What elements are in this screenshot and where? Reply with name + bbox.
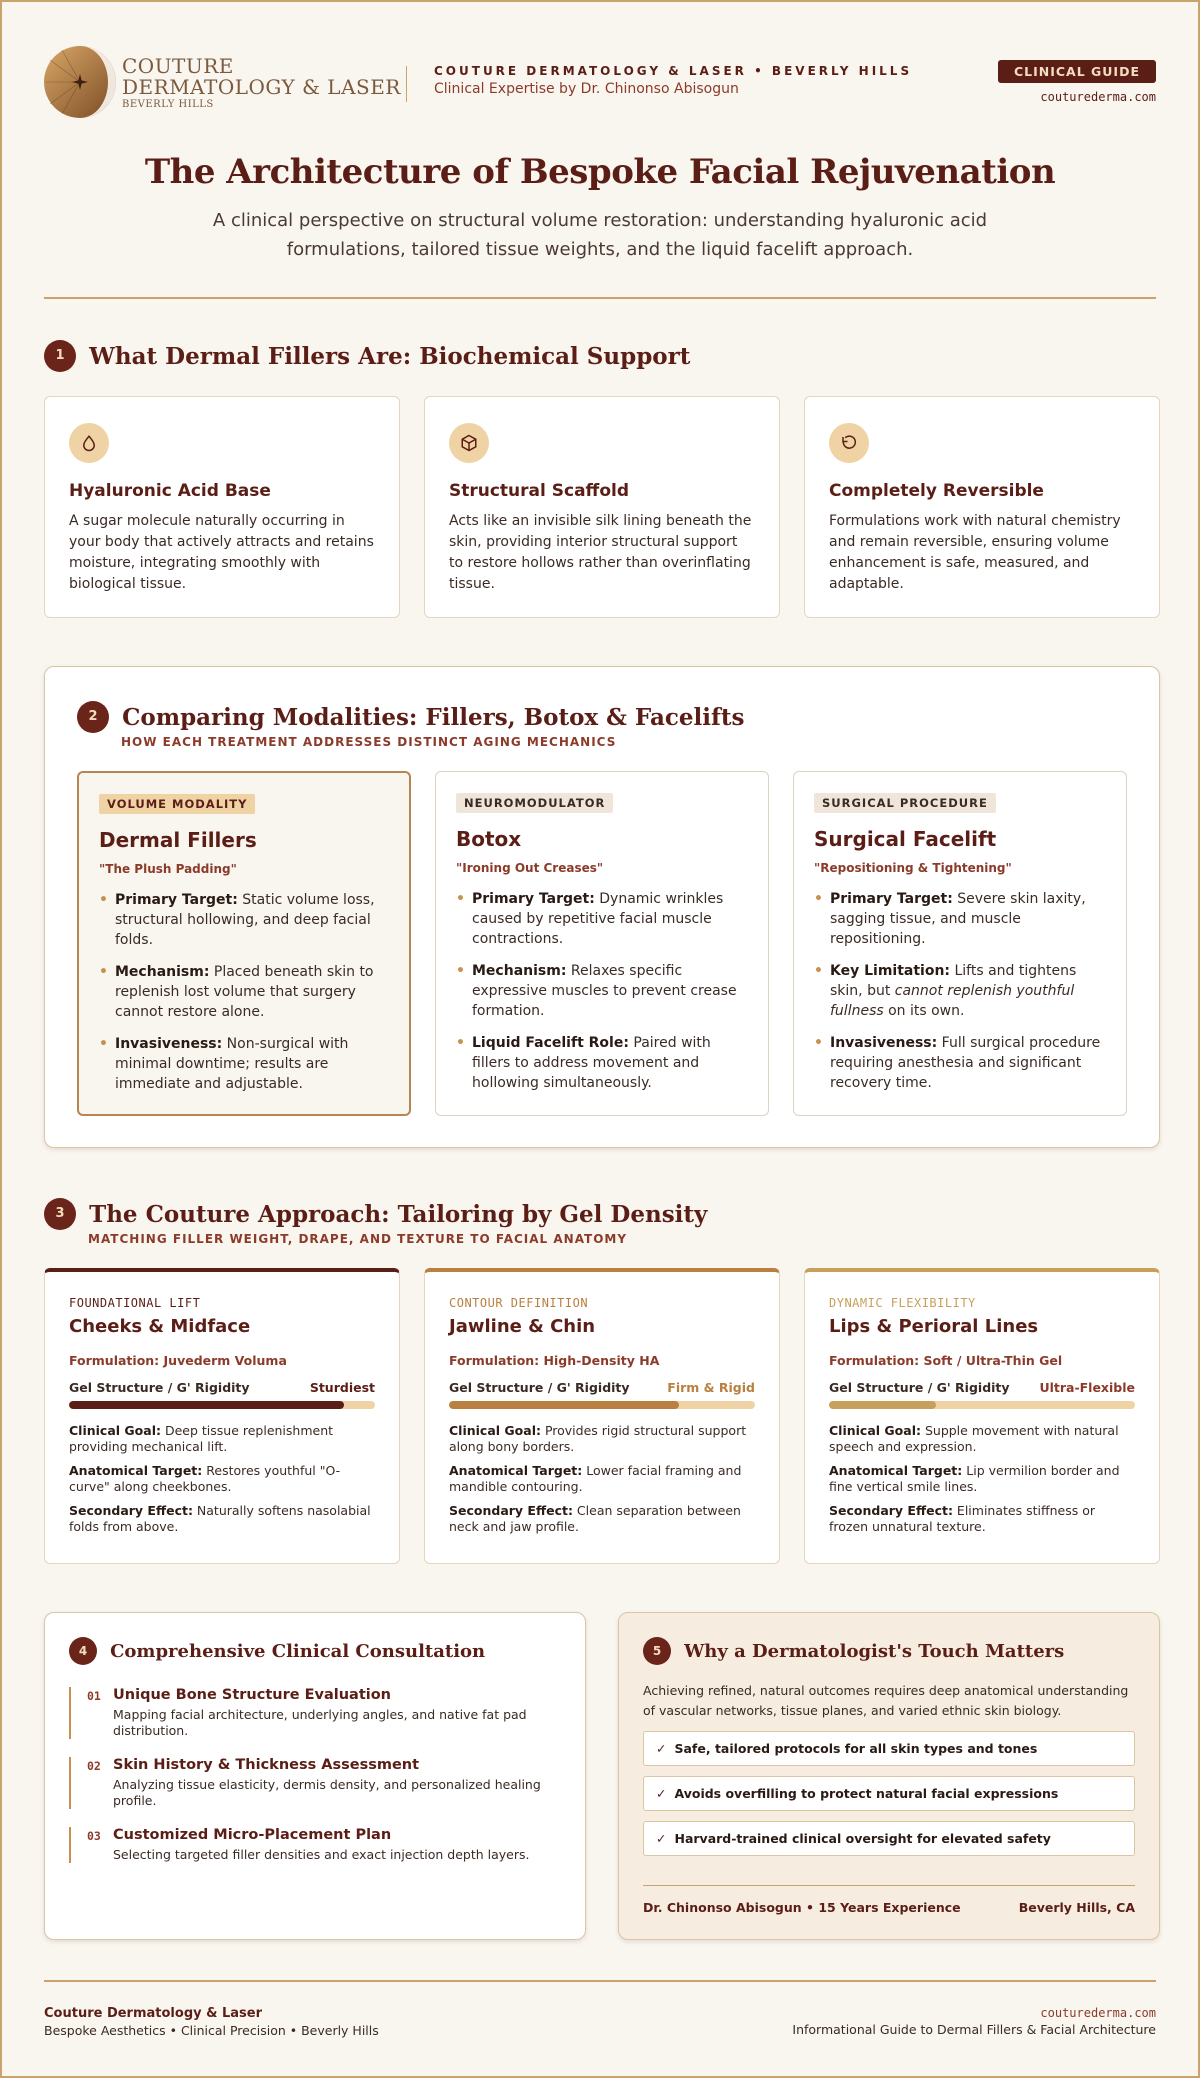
benefit-item: ✓ Avoids overfilling to protect natural facial expressions bbox=[643, 1776, 1135, 1811]
footer-right bbox=[792, 2006, 1156, 2037]
logo-line-1: COUTURE bbox=[122, 54, 234, 78]
rigidity-bar-fill bbox=[69, 1401, 344, 1409]
list-item: • Mechanism: Placed beneath skin to replenish lost volume that surgery cannot restore alone. bbox=[99, 962, 389, 1022]
modalities-panel bbox=[44, 666, 1160, 1148]
filler-card-scaffold bbox=[424, 396, 780, 618]
modality-quote: "The Plush Padding" bbox=[99, 862, 237, 876]
modality-card-fillers bbox=[77, 771, 411, 1116]
step-title: Customized Micro-Placement Plan bbox=[113, 1827, 392, 1843]
section-5-title: Why a Dermatologist's Touch Matters bbox=[684, 1640, 1065, 1662]
undo-icon bbox=[829, 423, 869, 463]
dermatologist-panel bbox=[618, 1612, 1160, 1940]
modality-card-botox bbox=[435, 771, 769, 1116]
list-item: • Primary Target: Static volume loss, structural hollowing, and deep facial folds. bbox=[99, 890, 389, 950]
density-name: Cheeks & Midface bbox=[69, 1316, 251, 1337]
secondary-effect: Secondary Effect: Eliminates stiffness or frozen unnatural texture. bbox=[829, 1503, 1095, 1534]
section-4-title: Comprehensive Clinical Consultation bbox=[110, 1640, 486, 1662]
card-text: Acts like an invisible silk lining beneath the skin, providing interior structural support to restore hollows rather than overinflating tissue. bbox=[449, 513, 752, 592]
rigidity-label: Gel Structure / G' Rigidity bbox=[449, 1380, 630, 1395]
step-number: 03 bbox=[87, 1829, 101, 1843]
section-4-head bbox=[69, 1637, 561, 1665]
section-1-head bbox=[44, 340, 690, 372]
rigidity-bar bbox=[829, 1401, 1135, 1409]
clinical-goal: Clinical Goal: Supple movement with natural speech and expression. bbox=[829, 1423, 1119, 1454]
section-3-title: The Couture Approach: Tailoring by Gel Density bbox=[89, 1200, 708, 1228]
check-icon: ✓ bbox=[656, 1741, 667, 1756]
logo-text bbox=[122, 56, 401, 112]
secondary-effect: Secondary Effect: Naturally softens nasolabial folds from above. bbox=[69, 1503, 371, 1534]
card-text: Formulations work with natural chemistry and remain reversible, ensuring volume enhancement is safe, measured, and adaptable. bbox=[829, 513, 1121, 592]
step-text: Analyzing tissue elasticity, dermis density, and personalized healing profile. bbox=[113, 1777, 541, 1808]
page-subtitle: A clinical perspective on structural volume restoration: understanding hyaluronic acid formulations, tailored tissue weights, and the liquid facelift approach. bbox=[212, 210, 988, 260]
consultation-panel bbox=[44, 1612, 586, 1940]
modality-list bbox=[456, 889, 748, 1093]
card-title: Structural Scaffold bbox=[449, 481, 630, 501]
density-name: Jawline & Chin bbox=[449, 1316, 596, 1337]
density-card-jawline bbox=[424, 1268, 780, 1564]
list-item: • Primary Target: Dynamic wrinkles caused by repetitive facial muscle contractions. bbox=[456, 889, 748, 949]
doctor-name: Dr. Chinonso Abisogun • 15 Years Experience bbox=[643, 1900, 961, 1915]
section-2-kicker: HOW EACH TREATMENT ADDRESSES DISTINCT AGING MECHANICS bbox=[121, 735, 617, 749]
list-item: • Liquid Facelift Role: Paired with fillers to address movement and hollowing simultaneously. bbox=[456, 1033, 748, 1093]
secondary-effect: Secondary Effect: Clean separation between neck and jaw profile. bbox=[449, 1503, 741, 1534]
footer-note: Informational Guide to Dermal Fillers & Facial Architecture bbox=[792, 2022, 1156, 2037]
rigidity-label-row bbox=[829, 1380, 1135, 1395]
benefit-item: ✓ Safe, tailored protocols for all skin types and tones bbox=[643, 1731, 1135, 1766]
density-category: DYNAMIC FLEXIBILITY bbox=[829, 1296, 976, 1310]
card-text: A sugar molecule naturally occurring in your body that actively attracts and retains moisture, integrating smoothly with biological tissue. bbox=[69, 513, 374, 592]
anatomical-target: Anatomical Target: Lip vermilion border and fine vertical smile lines. bbox=[829, 1463, 1120, 1494]
step-number: 01 bbox=[87, 1689, 101, 1703]
modality-tag: NEUROMODULATOR bbox=[456, 793, 613, 813]
rigidity-bar-fill bbox=[449, 1401, 679, 1409]
title-block bbox=[2, 152, 1198, 264]
density-category: FOUNDATIONAL LIFT bbox=[69, 1296, 201, 1310]
modality-quote: "Ironing Out Creases" bbox=[456, 861, 604, 875]
doctor-credentials bbox=[643, 1885, 1135, 1915]
consultation-step bbox=[69, 1687, 561, 1739]
section-1-number: 1 bbox=[44, 340, 76, 372]
step-number: 02 bbox=[87, 1759, 101, 1773]
header-subtitle: Clinical Expertise by Dr. Chinonso Abisogun bbox=[434, 81, 739, 97]
title-divider bbox=[44, 297, 1156, 299]
clinical-goal: Clinical Goal: Provides rigid structural support along bony borders. bbox=[449, 1423, 747, 1454]
card-title: Hyaluronic Acid Base bbox=[69, 481, 271, 501]
footer-divider bbox=[44, 1980, 1156, 1982]
section-3-kicker: MATCHING FILLER WEIGHT, DRAPE, AND TEXTURE TO FACIAL ANATOMY bbox=[88, 1232, 628, 1246]
rigidity-value: Ultra-Flexible bbox=[1039, 1380, 1135, 1395]
section-1-title: What Dermal Fillers Are: Biochemical Support bbox=[89, 342, 691, 370]
rigidity-label: Gel Structure / G' Rigidity bbox=[69, 1380, 250, 1395]
anatomical-target: Anatomical Target: Lower facial framing and mandible contouring. bbox=[449, 1463, 742, 1494]
rigidity-bar bbox=[449, 1401, 755, 1409]
footer-left bbox=[44, 2006, 379, 2038]
logo-mark-icon bbox=[44, 44, 116, 120]
modality-tag: SURGICAL PROCEDURE bbox=[814, 793, 996, 813]
section-2-title: Comparing Modalities: Fillers, Botox & Facelifts bbox=[122, 703, 745, 731]
density-formulation: Formulation: High-Density HA bbox=[449, 1353, 660, 1368]
check-icon: ✓ bbox=[656, 1831, 667, 1846]
filler-card-reversible bbox=[804, 396, 1160, 618]
section-2-number: 2 bbox=[77, 701, 109, 733]
section-2-head bbox=[77, 701, 744, 749]
droplet-icon bbox=[69, 423, 109, 463]
density-category: CONTOUR DEFINITION bbox=[449, 1296, 589, 1310]
modality-name: Surgical Facelift bbox=[814, 827, 997, 851]
section-5-head bbox=[643, 1637, 1135, 1665]
clinical-guide-badge: CLINICAL GUIDE bbox=[998, 60, 1156, 83]
logo-line-3: BEVERLY HILLS bbox=[122, 99, 214, 110]
density-name: Lips & Perioral Lines bbox=[829, 1316, 1039, 1337]
step-title: Unique Bone Structure Evaluation bbox=[113, 1687, 392, 1703]
logo-line-2: DERMATOLOGY & LASER bbox=[122, 75, 401, 99]
footer-name: Couture Dermatology & Laser bbox=[44, 2006, 263, 2021]
header-kicker: COUTURE DERMATOLOGY & LASER • BEVERLY HILLS bbox=[434, 64, 913, 78]
cube-icon bbox=[449, 423, 489, 463]
step-title: Skin History & Thickness Assessment bbox=[113, 1757, 420, 1773]
list-item: • Invasiveness: Full surgical procedure requiring anesthesia and significant recovery time. bbox=[814, 1033, 1106, 1093]
rigidity-label-row bbox=[69, 1380, 375, 1395]
footer-tagline: Bespoke Aesthetics • Clinical Precision • Beverly Hills bbox=[44, 2023, 379, 2038]
modality-name: Dermal Fillers bbox=[99, 828, 257, 852]
header-divider bbox=[406, 66, 407, 102]
rigidity-label: Gel Structure / G' Rigidity bbox=[829, 1380, 1010, 1395]
modality-card-facelift bbox=[793, 771, 1127, 1116]
modality-quote: "Repositioning & Tightening" bbox=[814, 861, 1012, 875]
section-4-number: 4 bbox=[69, 1637, 97, 1665]
modality-list bbox=[99, 890, 389, 1094]
density-card-lips bbox=[804, 1268, 1160, 1564]
rigidity-bar-fill bbox=[829, 1401, 936, 1409]
rigidity-bar bbox=[69, 1401, 375, 1409]
list-item: • Invasiveness: Non-surgical with minimal downtime; results are immediate and adjustable. bbox=[99, 1034, 389, 1094]
list-item: • Primary Target: Severe skin laxity, sagging tissue, and muscle repositioning. bbox=[814, 889, 1106, 949]
rigidity-label-row bbox=[449, 1380, 755, 1395]
list-item: • Mechanism: Relaxes specific expressive muscles to prevent crease formation. bbox=[456, 961, 748, 1021]
section-5-number: 5 bbox=[643, 1637, 671, 1665]
step-text: Mapping facial architecture, underlying angles, and native fat pad distribution. bbox=[113, 1707, 527, 1738]
clinical-goal: Clinical Goal: Deep tissue replenishment providing mechanical lift. bbox=[69, 1423, 334, 1454]
step-text: Selecting targeted filler densities and exact injection depth layers. bbox=[113, 1847, 530, 1862]
header-meta bbox=[434, 64, 912, 97]
density-formulation: Formulation: Juvederm Voluma bbox=[69, 1353, 287, 1368]
doctor-location: Beverly Hills, CA bbox=[1018, 1900, 1135, 1915]
section-3-head bbox=[44, 1198, 707, 1246]
page-title: The Architecture of Bespoke Facial Rejuvenation bbox=[144, 152, 1056, 192]
rigidity-value: Sturdiest bbox=[309, 1380, 375, 1395]
card-title: Completely Reversible bbox=[829, 481, 1044, 501]
density-card-cheeks bbox=[44, 1268, 400, 1564]
header bbox=[44, 44, 1156, 124]
benefit-item: ✓ Harvard-trained clinical oversight for elevated safety bbox=[643, 1821, 1135, 1856]
modality-name: Botox bbox=[456, 827, 522, 851]
density-formulation: Formulation: Soft / Ultra-Thin Gel bbox=[829, 1353, 1063, 1368]
modality-tag: VOLUME MODALITY bbox=[99, 794, 255, 814]
filler-card-hyaluronic bbox=[44, 396, 400, 618]
footer-url[interactable]: couturederma.com bbox=[1040, 2006, 1156, 2020]
section-3-number: 3 bbox=[44, 1198, 76, 1230]
modality-list bbox=[814, 889, 1106, 1093]
list-item: • Key Limitation: Lifts and tightens skin, but cannot replenish youthful fullness on its own. bbox=[814, 961, 1106, 1021]
rigidity-value: Firm & Rigid bbox=[667, 1380, 755, 1395]
header-url[interactable]: couturederma.com bbox=[1040, 90, 1156, 104]
check-icon: ✓ bbox=[656, 1786, 667, 1801]
consultation-step bbox=[69, 1827, 561, 1863]
anatomical-target: Anatomical Target: Restores youthful "O-curve" along cheekbones. bbox=[69, 1463, 341, 1494]
consultation-step bbox=[69, 1757, 561, 1809]
section-5-intro: Achieving refined, natural outcomes requires deep anatomical understanding of vascular networks, tissue planes, and varied ethnic skin biology. bbox=[643, 1683, 1129, 1718]
